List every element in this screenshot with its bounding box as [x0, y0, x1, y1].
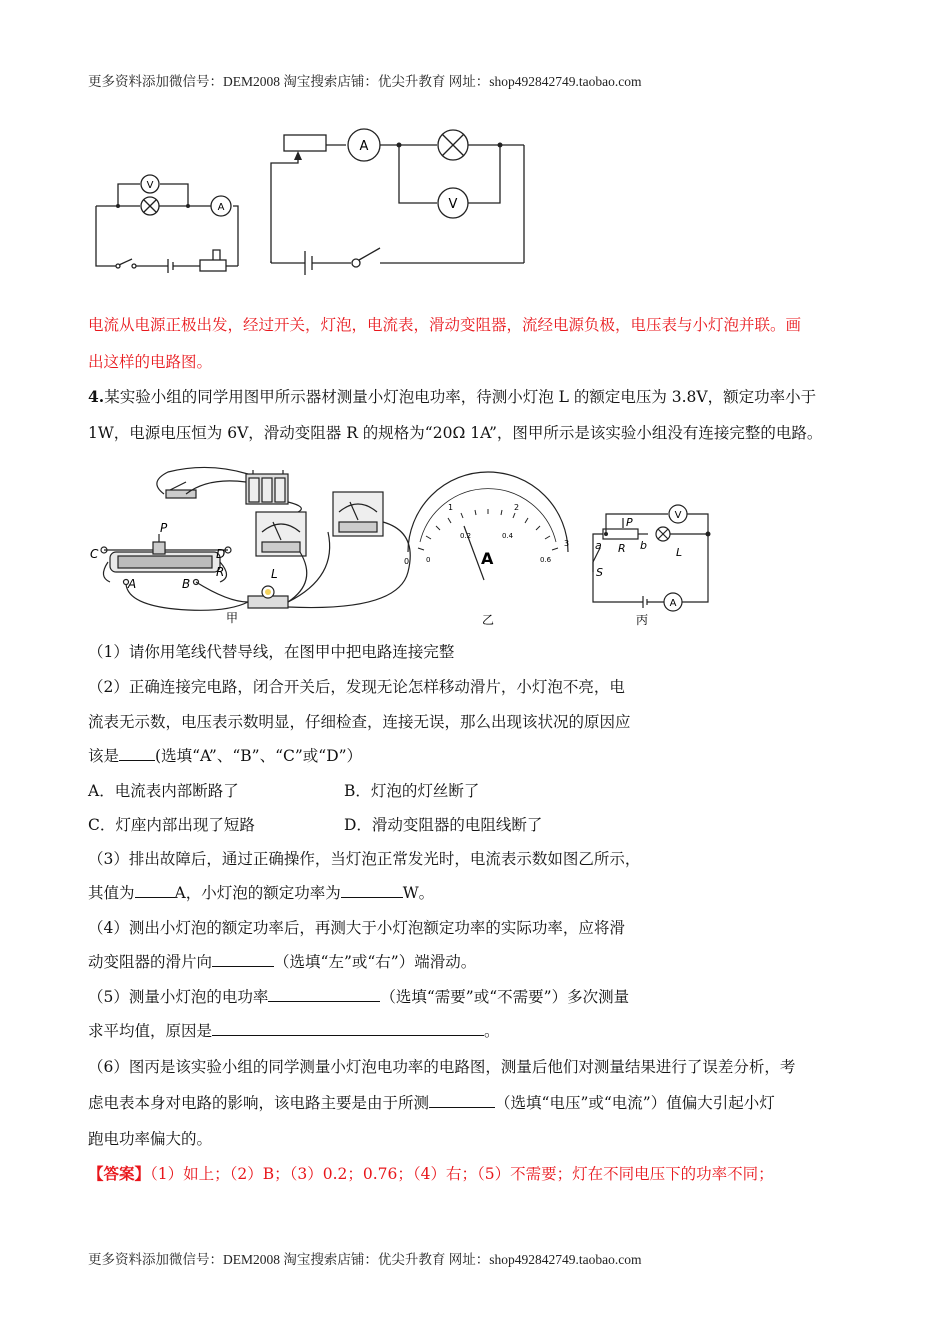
meter-tick-2: 2: [514, 503, 520, 512]
q4-part2-line2: 流表无示数，电压表示数明显，仔细检查，连接无误，那么出现该状况的原因应: [88, 713, 631, 731]
q4-part3-post: W。: [402, 884, 435, 902]
q4-part4-line1: （4）测出小灯泡的额定功率后，再测大于小灯泡额定功率的实际功率，应将滑: [88, 919, 625, 937]
q4-part6-line3: 跑电功率偏大的。: [88, 1130, 213, 1148]
q4-part4-pre: 动变阻器的滑片向: [88, 953, 213, 971]
option-D: D．滑动变阻器的电阻线断了: [344, 816, 543, 834]
q4-part5b-post: 。: [484, 1022, 500, 1040]
answer-text: （1）如上；（2）B；（3）0.2；0.76；（4）右；（5）不需要；灯在不同电压下的功率不同；: [150, 1165, 774, 1183]
rheostat-label-R: R: [216, 565, 225, 579]
lamp-label-L: L: [271, 567, 278, 581]
q4-part5b-pre: 求平均值，原因是: [88, 1022, 213, 1040]
voltmeter-label: V: [146, 180, 154, 191]
q4-part2-pre: 该是: [88, 747, 120, 765]
meter-small-0: 0: [426, 556, 431, 564]
bing-label-P: P: [626, 516, 633, 529]
bing-label-L: L: [676, 546, 683, 559]
q4-part2-post: (选填“A”、“B”、“C”或“D”）: [155, 747, 363, 765]
bing-ammeter-label: A: [669, 598, 677, 609]
q4-part6-line1: （6）图丙是该实验小组的同学测量小灯泡电功率的电路图，测量后他们对测量结果进行了误差分析，考: [88, 1058, 796, 1076]
rheostat-label-P: P: [160, 521, 168, 535]
rheostat-label-B: B: [182, 577, 191, 591]
figure-jia-label: 甲: [226, 611, 239, 625]
answer-blank-3a[interactable]: [135, 883, 175, 898]
q4-number: 4.: [88, 387, 105, 406]
bing-label-a: a: [595, 539, 602, 552]
q4-part1: （1）请你用笔线代替导线，在图甲中把电路连接完整: [88, 643, 455, 661]
answer-blank-2[interactable]: [119, 746, 155, 761]
q4-part2-line3: [88, 744, 362, 766]
meter-tick-0: 0: [404, 557, 410, 566]
q4-figures: [88, 452, 728, 632]
q4-part4-post: （选填“左”或“右”）端滑动。: [274, 953, 477, 971]
ammeter-label: A: [217, 202, 225, 213]
q4-part6-line2: [88, 1091, 775, 1113]
rheostat-label-C: C: [90, 547, 99, 561]
answer-blank-5b[interactable]: [212, 1021, 484, 1036]
figure-yi-label: 乙: [482, 613, 495, 627]
answer-blank-5a[interactable]: [268, 987, 380, 1002]
q4-stem-line2: 1W，电源电压恒为 6V，滑动变阻器 R 的规格为“20Ω 1A”，图甲所示是该实验小组没有连接完整的电路。: [88, 424, 823, 442]
q4-stem-line1: [88, 385, 816, 407]
bing-label-R: R: [618, 542, 626, 555]
meter-tick-3: 3: [564, 539, 570, 548]
prev-answer-line2: 出这样的电路图。: [88, 353, 213, 371]
answer-label: 【答案】: [88, 1164, 151, 1183]
q4-part3-pre: 其值为: [88, 884, 135, 902]
meter-tick-1: 1: [448, 503, 454, 512]
answer-blank-6[interactable]: [429, 1093, 495, 1108]
q4-part5-post: （选填“需要”或“不需要”）多次测量: [380, 988, 630, 1006]
answer-blank-3b[interactable]: [341, 883, 403, 898]
q4-part3-line2: [88, 881, 434, 903]
q4-part5-pre: （5）测量小灯泡的电功率: [88, 988, 269, 1006]
ammeter-label-2: A: [359, 139, 369, 154]
figure-bing-label: 丙: [636, 613, 649, 627]
answer-line: [88, 1162, 774, 1184]
q4-part5-line1: [88, 985, 629, 1007]
option-B: B．灯泡的灯丝断了: [344, 782, 480, 800]
q4-part6-post: （选填“电压”或“电流”）值偏大引起小灯: [495, 1094, 775, 1112]
meter-small-1: 0.2: [460, 532, 472, 540]
top-circuits-figure: [88, 118, 548, 278]
prev-answer-line1: 电流从电源正极出发，经过开关，灯泡，电流表，滑动变阻器，流经电源负极，电压表与小灯泡并联。画: [88, 316, 802, 334]
q4-part2-line1: （2）正确连接完电路，闭合开关后，发现无论怎样移动滑片，小灯泡不亮，电: [88, 678, 625, 696]
meter-small-3: 0.6: [540, 556, 552, 564]
bing-voltmeter-label: V: [674, 510, 682, 521]
option-C: C．灯座内部出现了短路: [88, 816, 255, 834]
rheostat-label-D: D: [216, 547, 226, 561]
meter-unit: A: [481, 549, 494, 568]
voltmeter-label-2: V: [448, 197, 458, 212]
q4-part3-mid: A，小灯泡的额定功率为: [174, 884, 341, 902]
bing-label-S: S: [596, 566, 603, 579]
page-header: 更多资料添加微信号：DEM2008 淘宝搜索店铺：优尖升教育 网址：shop492842749.taobao.com: [88, 74, 642, 89]
rheostat-label-A: A: [128, 577, 137, 591]
q4-part5-line2: [88, 1019, 500, 1041]
option-A: A．电流表内部断路了: [88, 782, 239, 800]
meter-small-2: 0.4: [502, 532, 514, 540]
q4-part3-line1: （3）排出故障后，通过正确操作，当灯泡正常发光时，电流表示数如图乙所示，: [88, 850, 641, 868]
page-footer: 更多资料添加微信号：DEM2008 淘宝搜索店铺：优尖升教育 网址：shop492842749.taobao.com: [88, 1252, 642, 1267]
bing-label-b: b: [640, 539, 647, 552]
q4-stem1: 某实验小组的同学用图甲所示器材测量小灯泡电功率，待测小灯泡 L 的额定电压为 3.8V，额定功率小于: [104, 388, 817, 406]
q4-part4-line2: [88, 950, 476, 972]
answer-blank-4[interactable]: [212, 952, 274, 967]
q4-part6-pre: 虑电表本身对电路的影响，该电路主要是由于所测: [88, 1094, 430, 1112]
